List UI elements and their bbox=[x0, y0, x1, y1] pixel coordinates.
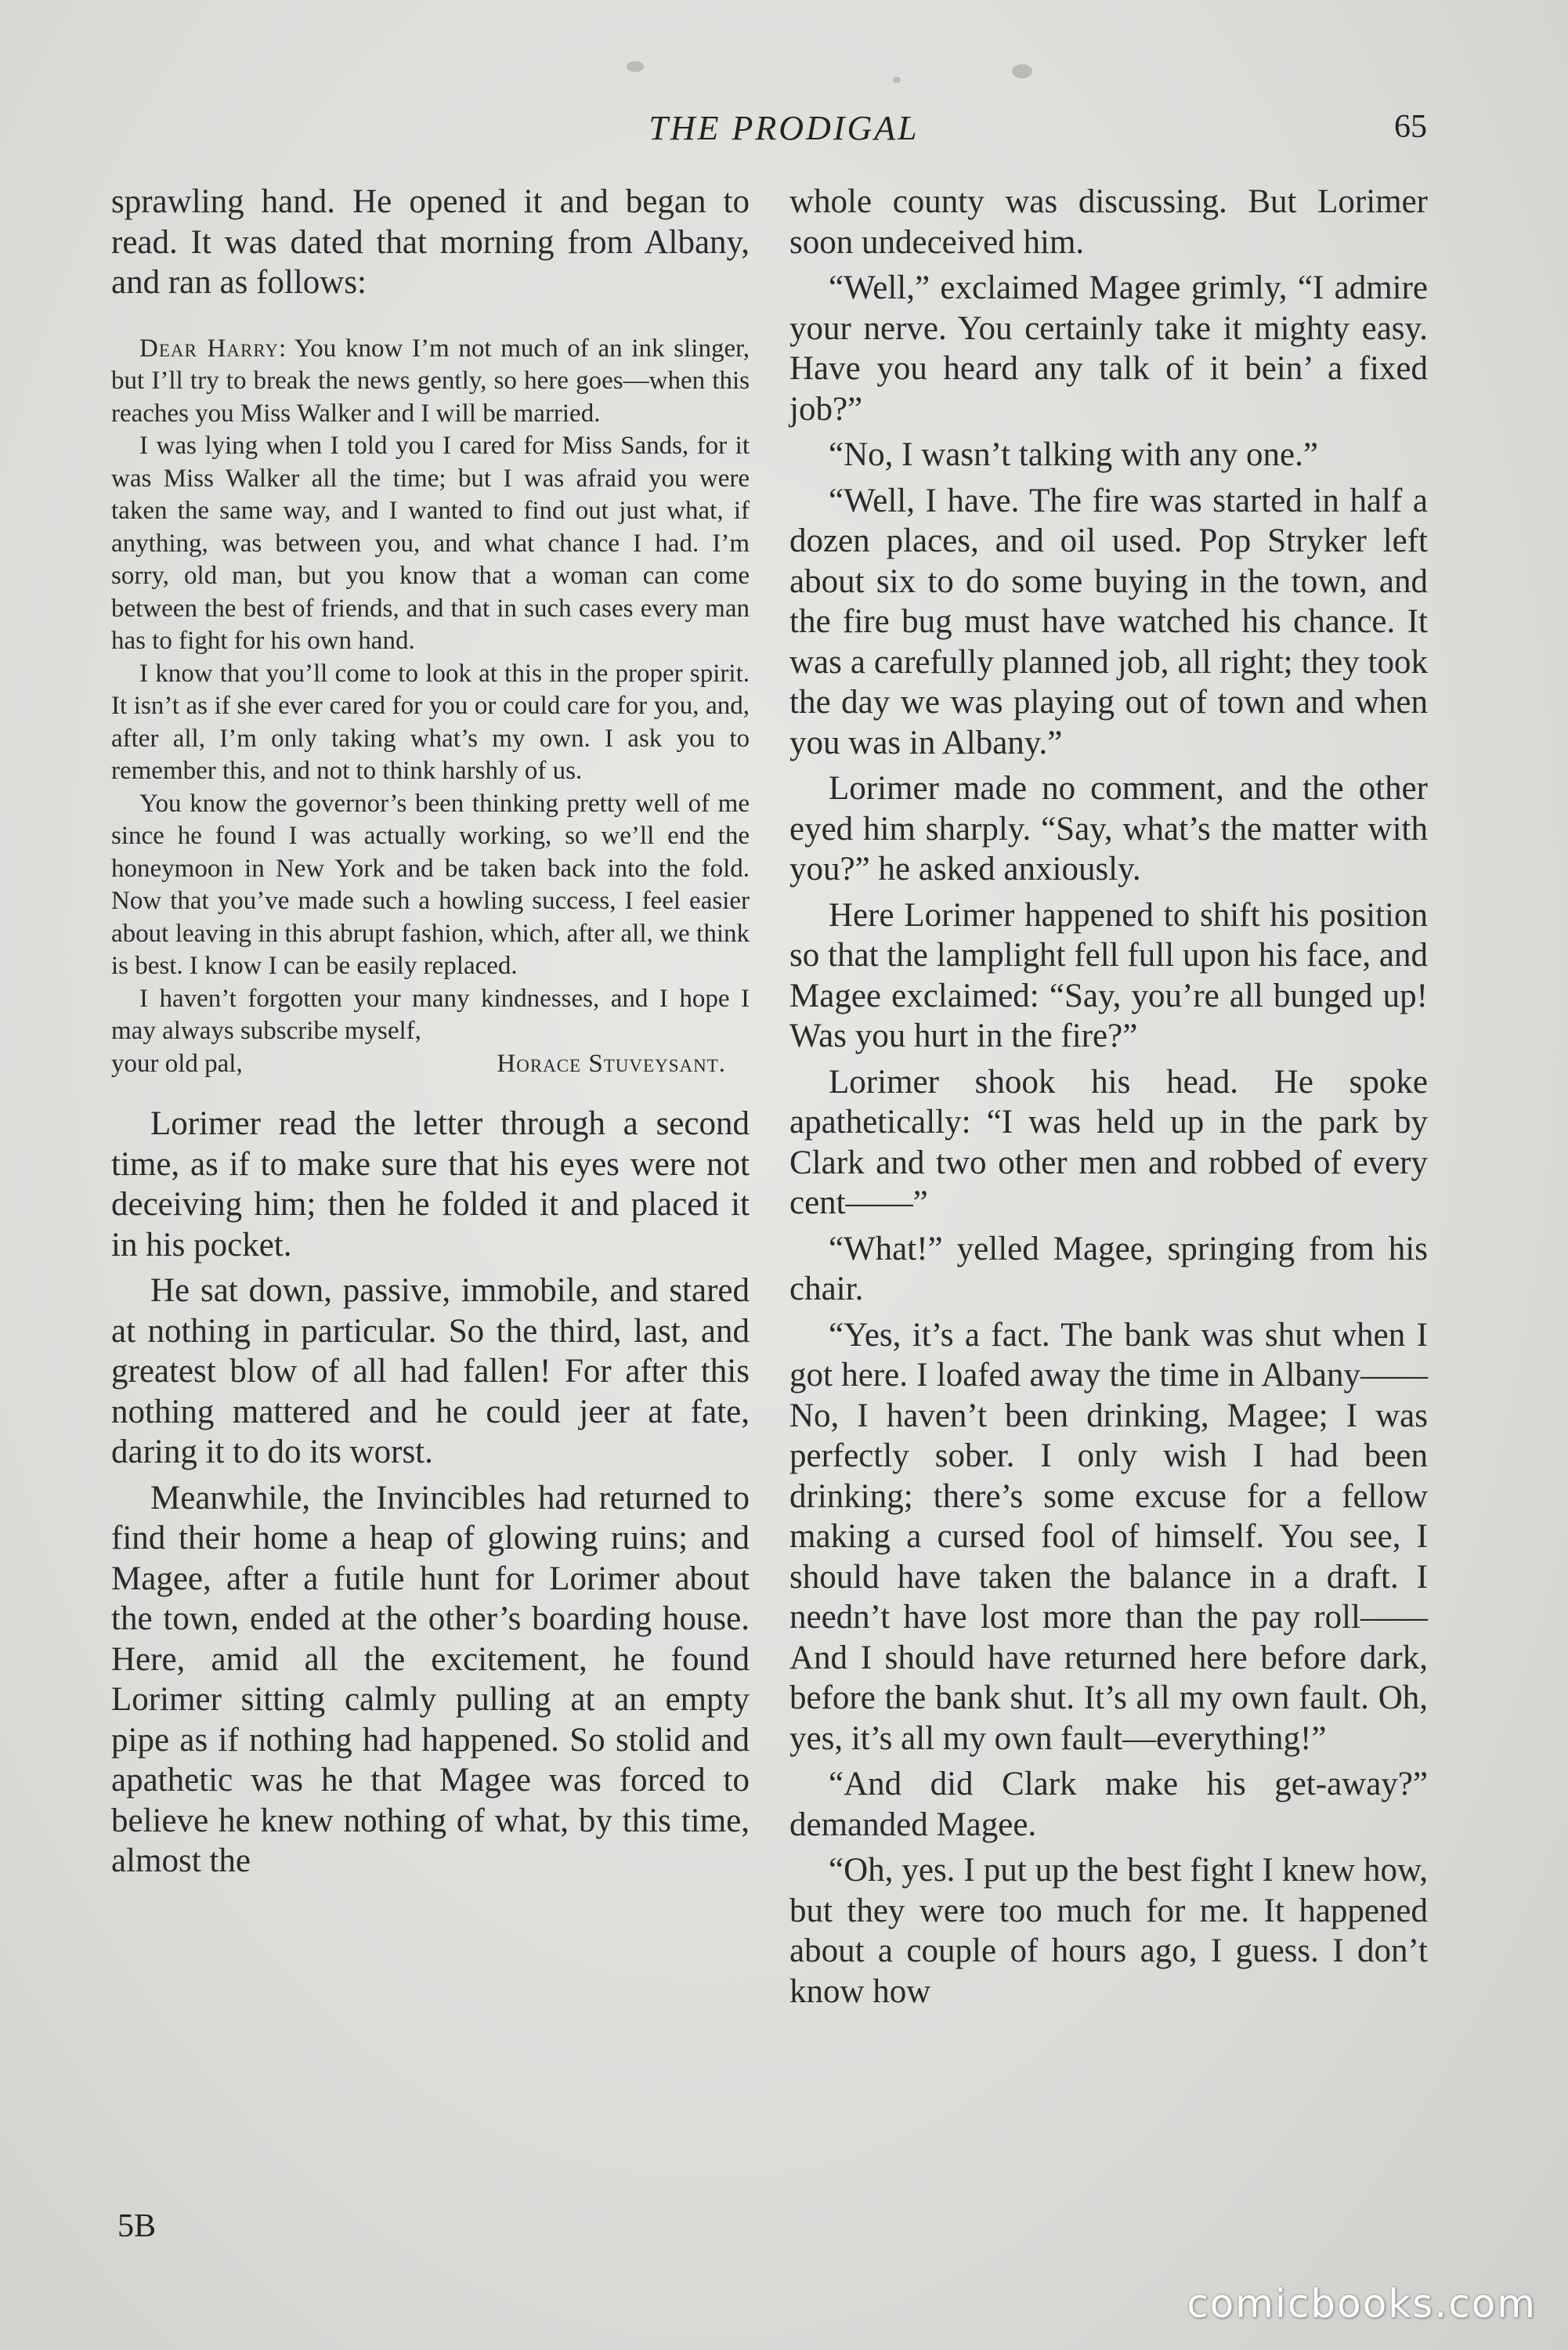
body-paragraph: “And did Clark make his get-away?” demanded Magee. bbox=[789, 1766, 1428, 1843]
body-paragraph: Lorimer made no comment, and the other eyed him sharply. “Say, what’s the matter with you?” he asked anxiously. bbox=[789, 770, 1428, 888]
body-paragraph: “Well, I have. The fire was started in half a dozen places, and oil used. Pop Stryker left about six to do some buying in the town, and the fire bug must have watched his chance. It was a carefully planned job, all right; they took the day we was playing out of town and when you was in Albany.” bbox=[789, 482, 1428, 761]
letter-paragraph-text: : You know I’m not much of an ink slinger, but I’ll try to break the news gently, so here goes—when this reaches you Miss Walker and I will be married. bbox=[111, 334, 750, 428]
body-paragraph: Here Lorimer happened to shift his position so that the lamplight fell full upon his face, and Magee exclaimed: “Say, you’re all bunged up! Was you hurt in the fire?” bbox=[789, 896, 1428, 1054]
body-paragraph: He sat down, passive, immobile, and stared at nothing in particular. So the third, last, and greatest blow of all had fallen! For after this nothing mattered and he could jeer at fate, daring it to do its worst. bbox=[111, 1272, 750, 1470]
body-paragraph: Meanwhile, the Invincibles had returned to find their home a heap of glowing ruins; and Magee, after a futile hunt for Lorimer about the town, ended at the other’s boarding house. Here, amid all the excitement, he found Lorimer sitting calmly pulling at an empty pipe as if nothing had happened. So stolid and apathetic was he that Magee was forced to believe he knew nothing of what, by this time, almost the bbox=[111, 1479, 750, 1879]
printer-signature-mark: 5B bbox=[117, 2208, 157, 2244]
letter-paragraph bbox=[111, 333, 750, 431]
letter-salutation: Dear Harry bbox=[139, 334, 280, 363]
watermark: comicbooks.com bbox=[1187, 2281, 1537, 2326]
body-paragraph: “Well,” exclaimed Magee grimly, “I admire your nerve. You certainly take it mighty easy. Have you heard any talk of it bein’ a fixed job?” bbox=[789, 269, 1428, 428]
body-paragraph: whole county was discussing. But Lorimer soon undeceived him. bbox=[789, 183, 1428, 261]
letter-paragraph: You know the governor’s been thinking pretty well of me since he found I was actually working, so we’ll end the honeymoon in New York and be taken back into the fold. Now that you’ve made such a howling success, I feel easier about leaving in this abrupt fashion, which, after all, we think is best. I know I can be easily replaced. bbox=[111, 789, 750, 980]
letter-paragraph: I was lying when I told you I cared for Miss Sands, for it was Miss Walker all the time; but I was afraid you were taken the same way, and I wanted to find out just what, if anything, was between you, and what chance I had. I’m sorry, old man, but you know that a woman can come between the best of friends, and that in such cases every man has to fight for his own hand. bbox=[111, 432, 750, 655]
paper-speck bbox=[627, 61, 644, 72]
letter-signature: Horace Stuveysant. bbox=[497, 1049, 726, 1078]
page-header bbox=[0, 108, 1568, 155]
body-paragraph: “Yes, it’s a fact. The bank was shut when I got here. I loafed away the time in Albany—— No, I haven’t been drinking, Magee; I was perfectly sober. I only wish I had been drinking; there’s some excuse for a fellow making a cursed fool of himself. You see, I should have taken the balance in a draft. I needn’t have lost more than the pay roll—— And I should have returned here before dark, before the bank shut. It’s all my own fault. Oh, yes, it’s all my own fault—everything!” bbox=[789, 1316, 1428, 1757]
letter-block bbox=[111, 333, 750, 1081]
body-paragraph: “What!” yelled Magee, springing from his chair. bbox=[789, 1230, 1428, 1307]
letter-signoff bbox=[111, 1048, 750, 1081]
body-paragraph: Lorimer shook his head. He spoke apathetically: “I was held up in the park by Clark and two other men and robbed of every cent——” bbox=[789, 1063, 1428, 1221]
running-title: THE PRODIGAL bbox=[649, 109, 919, 147]
body-paragraph: “No, I wasn’t talking with any one.” bbox=[829, 436, 1318, 473]
letter-paragraph: I haven’t forgotten your many kindnesses, and I hope I may always subscribe myself, bbox=[111, 984, 750, 1045]
body-paragraph: Lorimer read the letter through a second time, as if to make sure that his eyes were not deceiving him; then he folded it and placed it in his pocket. bbox=[111, 1105, 750, 1264]
intro-paragraph: sprawling hand. He opened it and began to read. It was dated that morning from Albany, and ran as follows: bbox=[111, 183, 750, 301]
body-paragraph: “Oh, yes. I put up the best fight I knew how, but they were too much for me. It happened about a couple of hours ago, I guess. I don’t know how bbox=[789, 1852, 1428, 2010]
right-column bbox=[789, 182, 1428, 2012]
paper-speck bbox=[893, 77, 901, 83]
letter-closing: your old pal, bbox=[111, 1049, 243, 1078]
letter-paragraph: I know that you’ll come to look at this in the proper spirit. It isn’t as if she ever cared for you or could care for you, and, after all, I’m only taking what’s my own. I ask you to remember this, and not to think harshly of us. bbox=[111, 659, 750, 785]
left-column bbox=[111, 182, 750, 1882]
paper-speck bbox=[1012, 64, 1032, 78]
page-number: 65 bbox=[1394, 109, 1427, 145]
